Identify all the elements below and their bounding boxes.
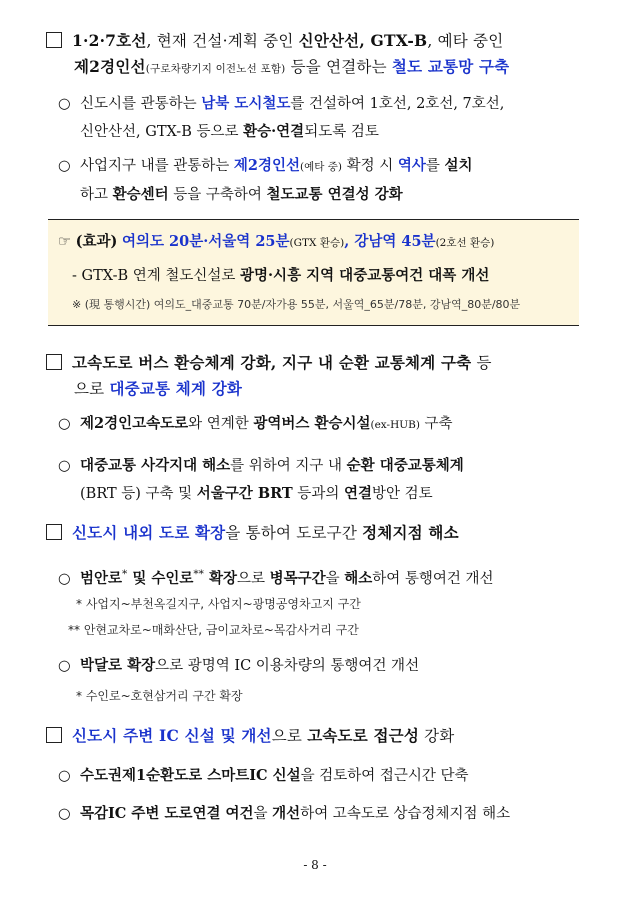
bullet-icon: ○ — [58, 569, 71, 587]
text: 연결 — [343, 485, 372, 502]
footnote: * 사업지~부천옥길지구, 사업지~광명공영차고지 구간 — [76, 597, 361, 611]
footnote-mark: ** — [193, 568, 204, 580]
text: 하고 — [80, 187, 113, 203]
text: 등과의 — [292, 486, 344, 502]
text: 신안산선, GTX-B — [298, 31, 428, 50]
text: 수도권제1순환도로 스마트IC 신설 — [80, 767, 301, 784]
text: 하여 통행여건 개선 — [372, 570, 494, 587]
text: 으로 광명역 IC 이용차량의 통행여건 개선 — [155, 658, 420, 674]
bullet-icon: ○ — [58, 657, 71, 674]
text: - GTX-B 연계 철도신설로 — [72, 268, 240, 284]
page-number: - 8 - — [303, 858, 327, 872]
pointing-hand-icon: ☞ — [58, 234, 71, 250]
footnote: * 수인로~호현삼거리 구간 확장 — [76, 689, 243, 703]
text: (2호선 환승) — [435, 237, 495, 249]
text: 1·2·7호선 — [72, 31, 147, 50]
text: 방안 검토 — [371, 486, 433, 502]
section-ic — [46, 723, 606, 749]
item-beoman-suin-road — [58, 560, 610, 593]
text: 를 — [425, 158, 445, 174]
text: 와 연계한 — [188, 416, 254, 432]
text: 대중교통 사각지대 해소 — [80, 457, 231, 474]
text: 등 — [471, 354, 492, 372]
item-bus-transfer-hub — [58, 410, 610, 439]
item-bakdal-road — [58, 652, 610, 680]
footnote-mark: * — [122, 568, 128, 580]
checkbox-square-icon — [46, 727, 62, 743]
section-road-expansion — [46, 520, 606, 546]
item-smart-ic — [58, 762, 610, 790]
text: 박달로 확장 — [80, 657, 156, 674]
item-mokgam-ic — [58, 800, 610, 828]
bullet-icon: ○ — [58, 767, 71, 784]
text: 신안산선, GTX-B 등으로 — [80, 124, 244, 140]
text: 제2경인선 — [233, 157, 301, 174]
text: 역사 — [397, 157, 426, 174]
text: 신도시 주변 IC 신설 및 개선 — [72, 726, 272, 745]
text: 을 — [325, 570, 345, 587]
text: 순환 대중교통체계 — [346, 457, 464, 474]
text: (효과) — [75, 233, 118, 250]
text: 및 — [127, 569, 152, 587]
text: 등을 연결하는 — [285, 58, 392, 76]
text: 여의도 20분·서울역 25분 — [121, 233, 290, 250]
effect-footnote: ※ (現 통행시간) 여의도_대중교통 70분/자가용 55분, 서울역_65분/78분, 강남역_80분/80분 — [72, 298, 521, 311]
text: (BRT 등) 구축 및 — [80, 486, 197, 502]
bullet-icon: ○ — [58, 805, 71, 822]
text: (ex-HUB) — [370, 419, 420, 431]
text: 고속도로 접근성 — [307, 726, 419, 745]
text: 정체지점 해소 — [362, 523, 459, 542]
text: 사업지구 내를 관통하는 — [80, 158, 234, 174]
checkbox-square-icon — [46, 524, 62, 540]
item-second-gyeongin-line — [58, 152, 610, 209]
text: 등을 구축하여 — [168, 187, 267, 203]
section-rail-network — [46, 28, 606, 82]
bullet-icon: ○ — [58, 95, 71, 112]
text: 을 — [253, 806, 273, 822]
item-north-south-rail — [58, 90, 610, 146]
checkbox-square-icon — [46, 354, 62, 370]
checkbox-square-icon — [46, 32, 62, 48]
text: 신도시 내외 도로 확장 — [72, 523, 226, 542]
bullet-icon: ○ — [58, 157, 71, 174]
text: 개선 — [272, 805, 301, 822]
text: , 강남역 45분 — [344, 233, 436, 250]
text: 병목구간 — [269, 569, 326, 587]
text: 를 위하여 지구 내 — [230, 458, 347, 474]
effect-line — [58, 230, 494, 251]
bullet-icon: ○ — [58, 457, 71, 474]
text: 철도 교통망 구축 — [391, 57, 510, 76]
text: 으로 — [271, 727, 308, 745]
text: 광역버스 환승시설 — [253, 415, 371, 432]
text: 설치 — [444, 157, 473, 174]
text: 광명·시흥 지역 대중교통여건 대폭 개선 — [240, 267, 490, 284]
text: 서울구간 BRT — [196, 485, 293, 502]
text: 제2경인선 — [74, 57, 146, 76]
text: 고속도로 버스 환승체계 강화, 지구 내 순환 교통체계 구축 — [72, 353, 472, 372]
text: 해소 — [344, 569, 373, 587]
text: 제2경인고속도로 — [80, 415, 189, 432]
text: 범안로 — [80, 569, 123, 587]
text: 를 건설하여 1호선, 2호선, 7호선, — [290, 96, 505, 112]
effect-detail — [72, 264, 489, 285]
text: 을 통하여 도로구간 — [225, 524, 363, 542]
text: (GTX 환승) — [289, 237, 345, 249]
section-bus-transit — [46, 350, 606, 402]
text: 철도교통 연결성 강화 — [266, 186, 403, 203]
footnote: ** 안현교차로~매화산단, 금이교차로~목감사거리 구간 — [68, 623, 359, 637]
text: 대중교통 체계 강화 — [109, 379, 243, 398]
text: 되도록 검토 — [304, 124, 379, 140]
text: (구로차량기지 이전노선 포함) — [145, 63, 286, 75]
text: 환승센터 — [112, 186, 169, 203]
text: 남북 도시철도 — [201, 95, 291, 112]
text: 으로 — [74, 380, 110, 398]
text: 구축 — [419, 416, 453, 432]
text: 수인로 — [151, 569, 194, 587]
text: 을 검토하여 접근시간 단축 — [300, 768, 469, 784]
bullet-icon: ○ — [58, 415, 71, 432]
text: 확장 — [203, 569, 237, 587]
text: 강화 — [419, 727, 455, 745]
text: 하여 고속도로 상습정체지점 해소 — [300, 806, 511, 822]
text: 신도시를 관통하는 — [80, 96, 202, 112]
text: , 예타 중인 — [427, 32, 504, 50]
text: 으로 — [236, 570, 270, 587]
text: 환승·연결 — [243, 123, 305, 140]
text: 목감IC 주변 도로연결 여건 — [80, 805, 254, 822]
text: , 현재 건설·계획 중인 — [146, 32, 299, 50]
text: (예타 중) — [300, 161, 342, 173]
text: 확정 시 — [342, 158, 398, 174]
item-brt — [58, 452, 610, 508]
